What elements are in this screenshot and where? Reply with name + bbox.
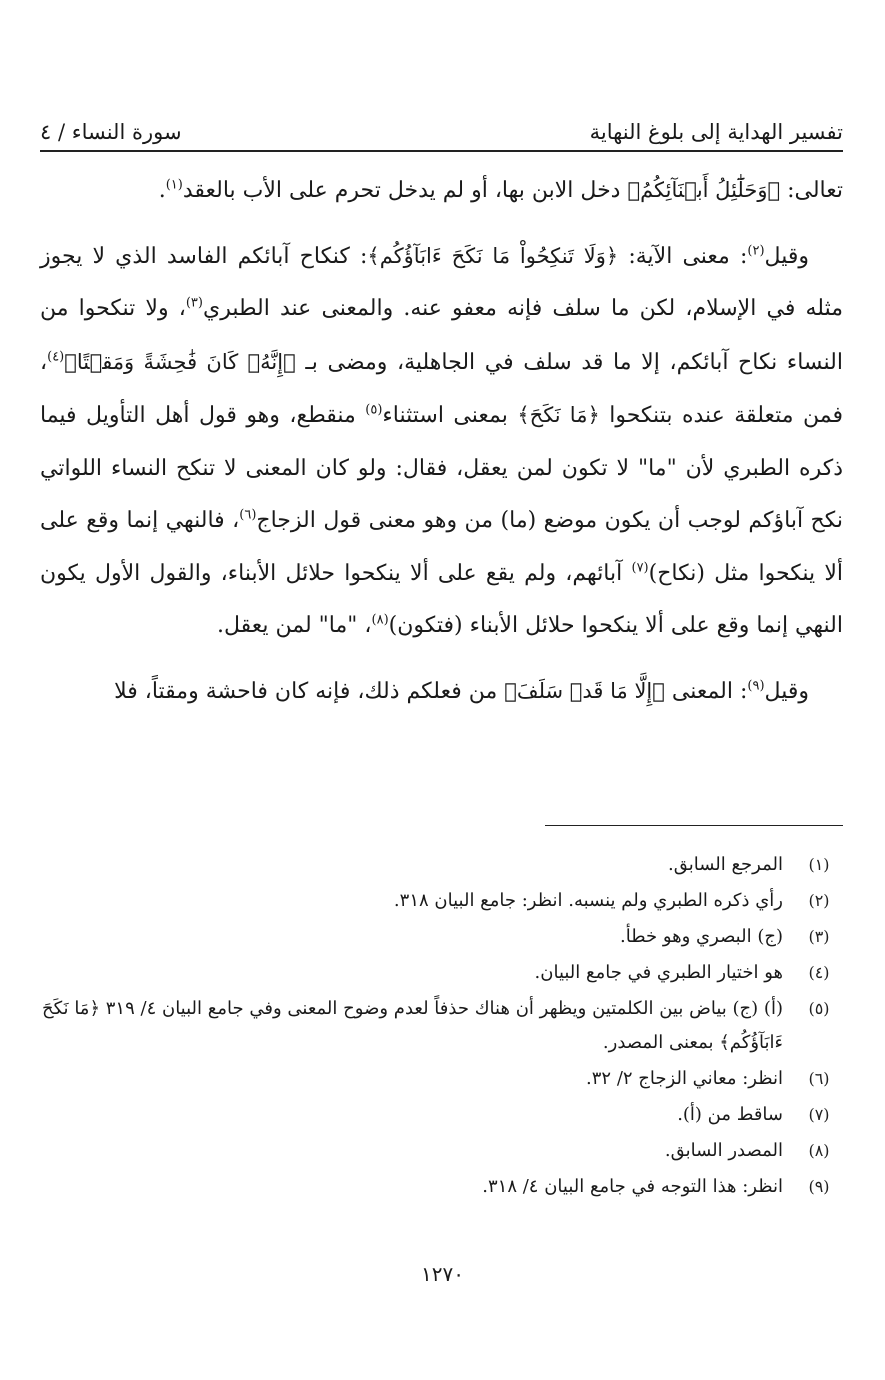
quran-verse: ﴿مَا نَكَحَ﴾ <box>517 403 600 427</box>
footnote-text: (ج) البصري وهو خطأ. <box>620 926 783 947</box>
quran-verse: ﴿إِنَّهُۥ كَانَ فَٰحِشَةً وَمَقۡتًا﴾ <box>64 349 296 374</box>
footnote-number: (٤) <box>808 963 830 982</box>
text-run: دخل الابن بها، أو لم يدخل تحرم على الأب بالعقد <box>182 178 628 203</box>
text-run: ، "ما" لمن يعقل. <box>217 613 372 638</box>
quran-verse: ﴿وَحَلَٰٓئِلُ أَبۡنَآئِكُمُ﴾ <box>627 178 781 202</box>
footnote-item <box>42 1170 841 1204</box>
footnote-text: (أ) (ج) بياض بين الكلمتين ويظهر أن هناك حذفاً لعدم وضوح المعنى وفي جامع البيان ٤/ ٣١٩ ﴿مَا نَكَحَ ءَابَآؤُكُم﴾ بمعنى المصدر. <box>42 998 783 1053</box>
footnote-number: (٣) <box>808 927 830 946</box>
footnote-ref: (٦) <box>239 507 257 523</box>
footnote-text: المصدر السابق. <box>664 1140 783 1161</box>
footnote-item <box>42 848 841 882</box>
footnote-text: انظر: هذا التوجه في جامع البيان ٤/ ٣١٨. <box>482 1176 783 1197</box>
footnote-number: (١) <box>808 855 830 874</box>
footnote-item <box>42 1098 841 1132</box>
text-run: ، فمن متعلقة عنده بتنكحوا <box>40 349 843 428</box>
footnote-item <box>42 920 841 954</box>
footnote-number: (٩) <box>808 1177 830 1196</box>
footnote-ref: (١) <box>165 177 183 193</box>
quran-verse: ﴿إِلَّا مَا قَدۡ سَلَفَ﴾ <box>504 678 665 703</box>
footnote-ref: (٧) <box>631 560 649 576</box>
footnote-number: (٧) <box>808 1105 830 1124</box>
text-run: بمعنى استثناء <box>382 403 518 428</box>
footnote-ref: (٩) <box>747 678 765 694</box>
footnote-separator <box>545 825 843 826</box>
text-run: ، ولا تنكحوا من النساء نكاح آبائكم، إلا ما قد سلف في الجاهلية، ومضى بـ <box>40 296 843 375</box>
footnote-item <box>42 1062 841 1096</box>
footnote-text: ساقط من (أ). <box>677 1104 783 1125</box>
header-rule <box>40 150 843 152</box>
text-run: : معنى الآية: <box>618 243 748 269</box>
page-number: ١٢٧٠ <box>421 1262 464 1286</box>
footnote-text: المرجع السابق. <box>667 854 783 875</box>
text-run: منقطع، وهو قول أهل التأويل فيما ذكره الطبري لأن "ما" لا تكون لمن يعقل، فقال: ولو كان المعنى لا تنكح النساء اللواتي نكح آباؤكم لوجب أن يكون موضع (ما) من وهو معنى قول الزجاج <box>40 403 843 533</box>
footnote-text: هو اختيار الطبري في جامع البيان. <box>534 962 783 983</box>
book-title: تفسير الهداية إلى بلوغ النهاية <box>589 120 843 144</box>
text-run: : كنكاح آبائكم الفاسد الذي لا يجوز مثله في الإسلام، لكن ما سلف فإنه معفو عنه. والمعنى عند الطبري <box>40 243 843 321</box>
footnote-number: (٨) <box>808 1141 830 1160</box>
footnote-number: (٦) <box>808 1069 830 1088</box>
footnote-item <box>42 884 841 918</box>
footnote-ref: (٢) <box>747 243 765 259</box>
main-text <box>40 164 843 718</box>
running-header <box>40 108 843 144</box>
text-run: ، فالنهي إنما وقع على ألا ينكحوا مثل (نكاح) <box>40 508 843 586</box>
footnote-number: (٥) <box>808 999 830 1018</box>
footnote-item <box>42 992 841 1060</box>
footnote-text: انظر: معاني الزجاج ٢/ ٣٢. <box>586 1068 783 1089</box>
footnote-text: رأي ذكره الطبري ولم ينسبه. انظر: جامع البيان ٣١٨. <box>393 890 783 911</box>
quran-verse: ﴿وَلَا تَنكِحُواْ مَا نَكَحَ ءَابَآؤُكُم﴾ <box>367 243 619 268</box>
text-run: وقيل <box>764 678 809 704</box>
text-run: : المعنى <box>664 678 748 704</box>
text-run: تعالى: <box>780 178 843 203</box>
footnote-ref: (٣) <box>185 295 203 311</box>
footnote-item <box>42 1134 841 1168</box>
text-run: وقيل <box>764 243 809 269</box>
text-run: . <box>158 178 166 203</box>
footnotes-list <box>42 848 841 1206</box>
footnote-ref: (٤) <box>47 349 65 365</box>
footnote-item <box>42 956 841 990</box>
text-run: آبائهم، ولم يقع على ألا ينكحوا حلائل الأبناء، والقول الأول يكون النهي إنما وقع على ألا ينكحوا حلائل الأبناء (فتكون) <box>40 560 843 638</box>
paragraph <box>40 665 843 719</box>
footnote-number: (٢) <box>808 891 830 910</box>
paragraph <box>40 164 843 218</box>
paragraph <box>40 230 843 653</box>
footnote-ref: (٨) <box>371 612 389 628</box>
footnote-ref: (٥) <box>365 402 383 418</box>
surah-label: سورة النساء / ٤ <box>40 120 182 144</box>
text-run: من فعلكم ذلك، فإنه كان فاحشة ومقتاً، فلا <box>114 678 505 704</box>
